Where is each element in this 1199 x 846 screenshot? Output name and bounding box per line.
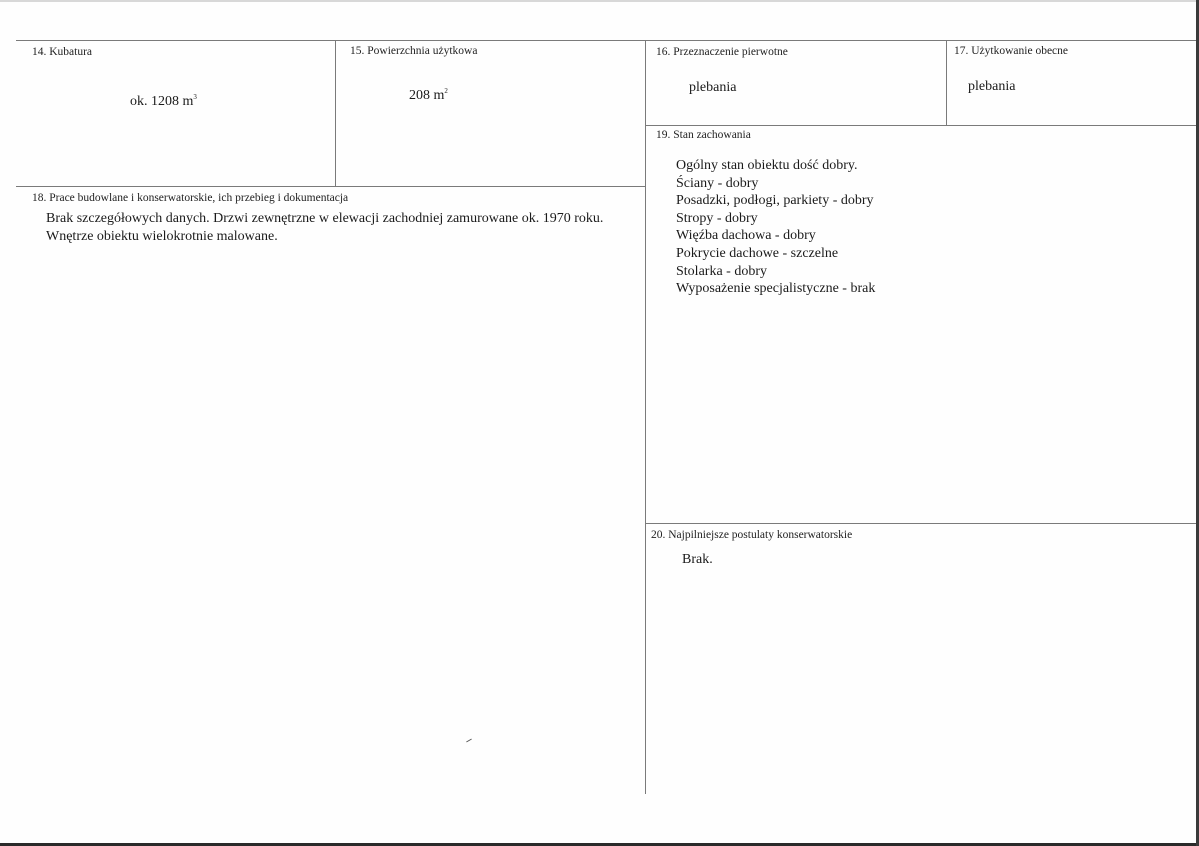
divider-center [645, 40, 646, 794]
field-19-label: 19. Stan zachowania [656, 129, 751, 141]
field-14-label: 14. Kubatura [32, 46, 93, 58]
field-20-label: 20. Najpilniejsze postulaty konserwatorskie [651, 529, 853, 541]
field-18-label: 18. Prace budowlane i konserwatorskie, ich przebieg i dokumentacja [32, 192, 349, 204]
field-14-value: ok. 1208 $m^3$ [130, 93, 197, 109]
field-15-label: 15. Powierzchnia użytkowa [350, 45, 478, 57]
field-20-value: Brak. [682, 552, 713, 567]
list-item: Ściany - dobry [676, 175, 759, 191]
field-18-text: Brak szczegółowych danych. Drzwi zewnętrzne w elewacji zachodniej zamurowane ok. 1970 roku. Wnętrze obiektu wielokrotnie malowane. [46, 211, 604, 244]
divider-row-20 [645, 523, 1196, 524]
list-item: Stolarka - dobry [676, 263, 767, 279]
field-17-label: 17. Użytkowanie obecne [954, 45, 1069, 57]
divider-row-19 [645, 125, 1196, 126]
page-top-edge [0, 0, 1199, 2]
list-item: Pokrycie dachowe - szczelne [676, 245, 839, 261]
list-item: Wyposażenie specjalistyczne - brak [676, 281, 876, 297]
field-16-value: plebania [689, 80, 737, 95]
list-item: Ogólny stan obiektu dość dobry. [676, 158, 858, 173]
list-item: Posadzki, podłogi, parkiety - dobry [676, 193, 874, 209]
field-17-value: plebania [968, 79, 1016, 94]
field-15-value: 208 $m^2$ [409, 87, 448, 103]
stray-pen-mark [466, 739, 472, 743]
divider-row-18 [16, 186, 645, 187]
field-19-list [676, 157, 875, 298]
list-item: Stropy - dobry [676, 210, 758, 226]
divider-14-15 [335, 40, 336, 186]
divider-16-17 [946, 40, 947, 125]
list-item: Więźba dachowa - dobry [676, 228, 816, 244]
field-16-label: 16. Przeznaczenie pierwotne [656, 46, 788, 58]
form-top-border [16, 40, 1196, 41]
